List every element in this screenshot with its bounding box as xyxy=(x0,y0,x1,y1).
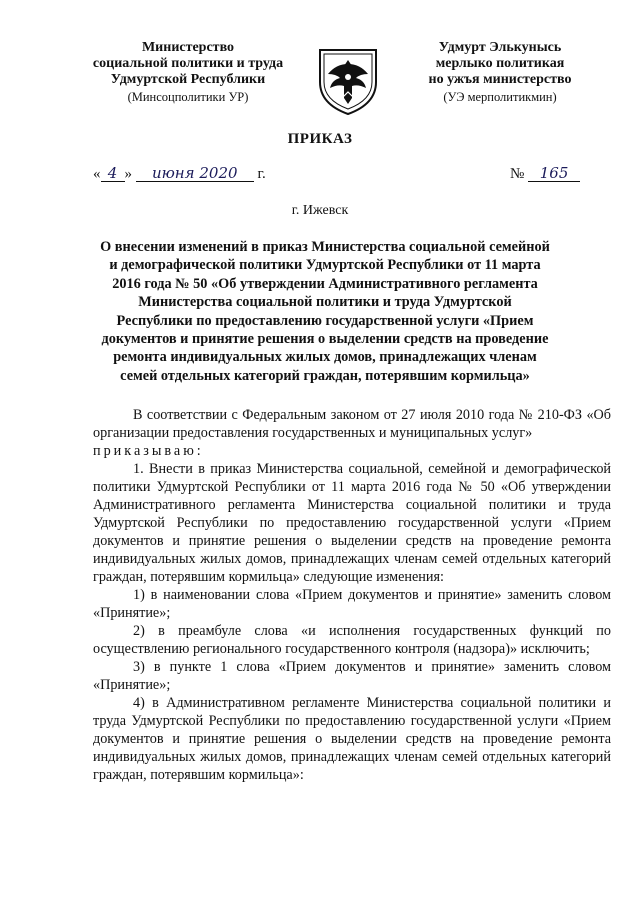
ministry-line-3: Удмуртской Республики xyxy=(110,72,266,87)
body-item-1: 1) в наименовании слова «Прием документов и принятие» заменить словом «Принятие»; xyxy=(93,587,611,621)
date-suffix: г. xyxy=(257,166,266,182)
date-month-year: июня 2020 xyxy=(136,166,254,182)
body-item-3: 3) в пункте 1 слова «Прием документов и принятие» заменить словом «Принятие»; xyxy=(93,659,611,693)
date-open-quote: « xyxy=(93,166,101,182)
ministry-line-2: социальной политики и труда xyxy=(92,56,284,71)
ministry-udm-line-3: но ужъя министерство xyxy=(428,72,572,87)
ministry-name-russian xyxy=(78,40,298,105)
order-word: приказываю: xyxy=(93,443,204,459)
number-label: № xyxy=(510,166,525,182)
body-item-2: 2) в преамбуле слова «и исполнения государственных функций по осуществлению регионального государственного контроля (надзора)» исключить; xyxy=(93,623,611,657)
order-date xyxy=(93,166,266,183)
date-day: 4 xyxy=(101,166,125,182)
body-item-4: 4) в Административном регламенте Министерства социальной политики и труда Удмуртской Республики по предоставлению государственной услуги «Прием документов и принятие решения о выделении средств на проведение ремонта индивидуальных жилых домов, принадлежащих членам семей отдельных категорий граждан, потерявшим кормильца»: xyxy=(93,695,611,783)
ministry-udm-line-2: мерлыко политикая xyxy=(435,56,565,71)
number-value: 165 xyxy=(528,166,580,182)
city: г. Ижевск xyxy=(291,203,349,218)
coat-of-arms-icon xyxy=(314,44,382,116)
body-paragraph-1: 1. Внести в приказ Министерства социальной, семейной и демографической политики Удмуртской Республики от 11 марта 2016 года № 50 «Об утверждении Административного регламента Министерства социальной политики и труда Удмуртской Республики по предоставлению государственной услуги «Прием документов и принятие решения о выделении средств на проведение ремонта индивидуальных жилых домов, принадлежащих членам семей отдельных категорий граждан, потерявшим кормильца» следующие изменения: xyxy=(93,461,611,585)
ministry-abbreviation: (Минсоцполитики УР) xyxy=(127,90,249,104)
date-close-quote: » xyxy=(124,166,132,182)
order-subject: О внесении изменений в приказ Министерства социальной семейной и демографической политики Удмуртской Республики от 11 марта 2016 года № 50 «Об утверждении Административного регламента Министерства социальной политики и труда Удмуртской Республики по предоставлению государственной услуги «Прием документов и принятие решения о выделении средств на проведение ремонта индивидуальных жилых домов, принадлежащих членам семей отдельных категорий граждан, потерявшим кормильца» xyxy=(100,239,550,384)
ministry-udm-abbreviation: (УЭ мерполитикмин) xyxy=(443,90,557,104)
ministry-line-1: Министерство xyxy=(141,40,235,55)
order-body xyxy=(93,406,611,784)
body-intro: В соответствии с Федеральным законом от 27 июля 2010 года № 210-ФЗ «Об организации предоставления государственных и муниципальных услуг» xyxy=(93,407,611,441)
document-title: ПРИКАЗ xyxy=(287,131,353,147)
ministry-name-udmurt xyxy=(400,40,600,105)
ministry-udm-line-1: Удмурт Элькунысь xyxy=(438,40,562,55)
order-number xyxy=(510,166,580,183)
